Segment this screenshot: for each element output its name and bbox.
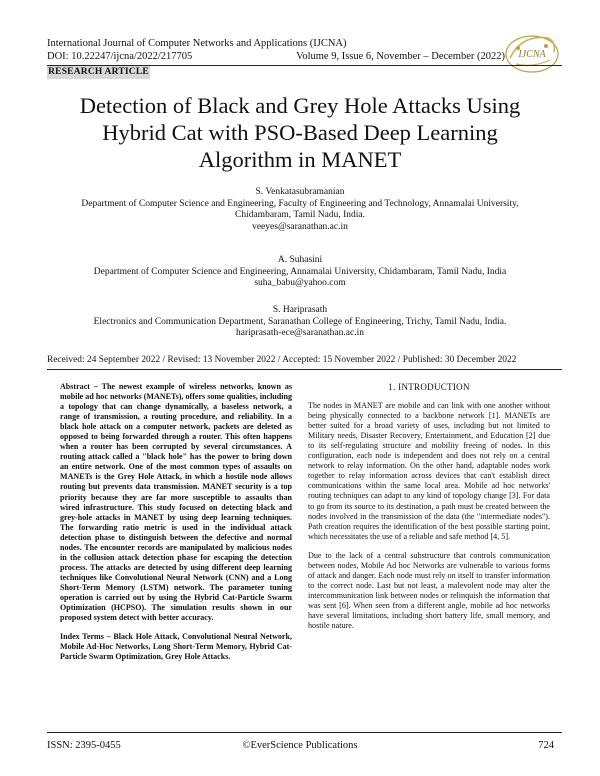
journal-logo [502,24,562,76]
logo-text: IJCNA [518,49,546,60]
author-affiliation: Electronics and Communication Department, Saranathan College of Engineering, Trichy, Tamil Nadu, India. [93,316,507,327]
index-terms: Index Terms – Black Hole Attack, Convolutional Neural Network, Mobile Ad-Hoc Networks, Long Short-Term Memory, Hybrid Cat-Particle Swarm Optimization, Grey Hole Attacks. [60,632,292,662]
volume-info: Volume 9, Issue 6, November – December (2022) [296,51,505,62]
author-name: S. Hariprasath [272,305,328,315]
author-email[interactable]: hariprasath-ece@saranathan.ac.in [236,328,364,338]
intro-paragraph: Due to the lack of a central substructure that controls communication between nodes, Mobile Ad hoc Networks are vulnerable to various forms of attack and danger. Each node must rely on itself to transfer information to the correct node. Last but not least, a malevolent node may alter the intercommunication link between nodes or relinquish the information that was sent [6]. When seen from a different angle, mobile ad hoc networks have several limitations, including short battery life, small memory, and hostile nature. [308,550,550,631]
article-type-tag: RESEARCH ARTICLE [48,67,149,77]
publisher: ©EverScience Publications [242,740,358,751]
intro-paragraph: The nodes in MANET are mobile and can link with one another without being physically connected to a backbone network [1]. MANETs are better suited for a broad variety of uses, including but not limited to Military needs, Disaster Recovery, Entertainment, and Education [2] due to its self-regulating structure and mobility freeing of nodes. In this configuration, each node is independent and does not rely on a central network to relay information. On the other hand, adaptable nodes work together to relay information across devices that can't establish direct communications within the same local area. Mobile ad hoc networks' routing techniques can adapt to any kind of topology change [3]. For data to go from its source to its destination, a path must be created between the nodes involved in the transmission of the data (the "intermediate nodes"). Path creation requires the identification of the best possible starting point, which necessitates the use of a reliable and safe method [4, 5]. [308,401,550,541]
page-number: 724 [538,740,554,751]
author-block-2 [20,255,580,290]
title-line: Hybrid Cat with PSO-Based Deep Learning [102,120,498,145]
title-line: Algorithm in MANET [198,147,402,172]
author-block-3 [20,305,580,340]
author-name: A. Suhasini [277,255,323,265]
author-affiliation: Department of Computer Science and Engineering, Faculty of Engineering and Technology, Annamalai University, [81,198,519,209]
footer-rule [47,732,562,733]
doi: DOI: 10.22247/ijcna/2022/217705 [47,51,193,62]
title-line: Detection of Black and Grey Hole Attacks Using [79,93,521,118]
dates-rule [47,369,562,370]
paper-title [40,92,560,173]
author-email[interactable]: veeyes@saranathan.ac.in [252,221,348,232]
section-heading: 1. INTRODUCTION [388,382,470,392]
abstract-column [60,382,292,671]
abstract: Abstract – The newest example of wireless networks, known as mobile ad hoc networks (MANETs), offers some qualities, including a topology that can change dynamically, a baseless network, a range of transmission, a routing procedure, and reliability. In a black hole attack on a computer network, packets are deleted as opposed to being forwarded through a router. This often happens when a router has been corrupted by several circumstances. A routing attack called a "black hole" has the power to bring down an entire network. One of the most common types of assaults on MANETs is the Grey Hole Attack, in which a hostile node allows routing but prevents data transmission. MANET security is a top priority because they are far more susceptible to assaults than wired infrastructure. This study focused on detecting black and grey-hole attacks in MANET by using deep learning techniques. The forwarding ratio metric is used in the individual attack detection phase to distinguish between the defective and normal nodes. The encounter records are manipulated by malicious nodes in the collusion attack detection phase for escaping the detection process. The attacks are detected by using different deep learning techniques like Convolutional Neural Network (CNN) and a Long Short-Term Memory (LSTM) network. The parameter tuning operation is carried out by using the Hybrid Cat-Particle Swarm Optimization (HCPSO). The simulation results shown in our proposed system detect with better accuracy. [60,382,292,623]
author-email[interactable]: suha_babu@yahoo.com [254,278,346,288]
issn: ISSN: 2395-0455 [47,740,121,751]
author-affiliation: Chidambaram, Tamil Nadu, India. [234,210,366,220]
journal-name: International Journal of Computer Networks and Applications (IJCNA) [47,38,347,49]
author-name: S. Venkatasubramanian [255,187,345,197]
author-block-1 [20,187,580,233]
introduction-column [308,382,550,640]
author-affiliation: Department of Computer Science and Engineering, Annamalai University, Chidambaram, Tamil Nadu, India [93,266,507,277]
publication-dates: Received: 24 September 2022 / Revised: 13 November 2022 / Accepted: 15 November 2022 / Published: 30 December 2022 [47,355,517,365]
